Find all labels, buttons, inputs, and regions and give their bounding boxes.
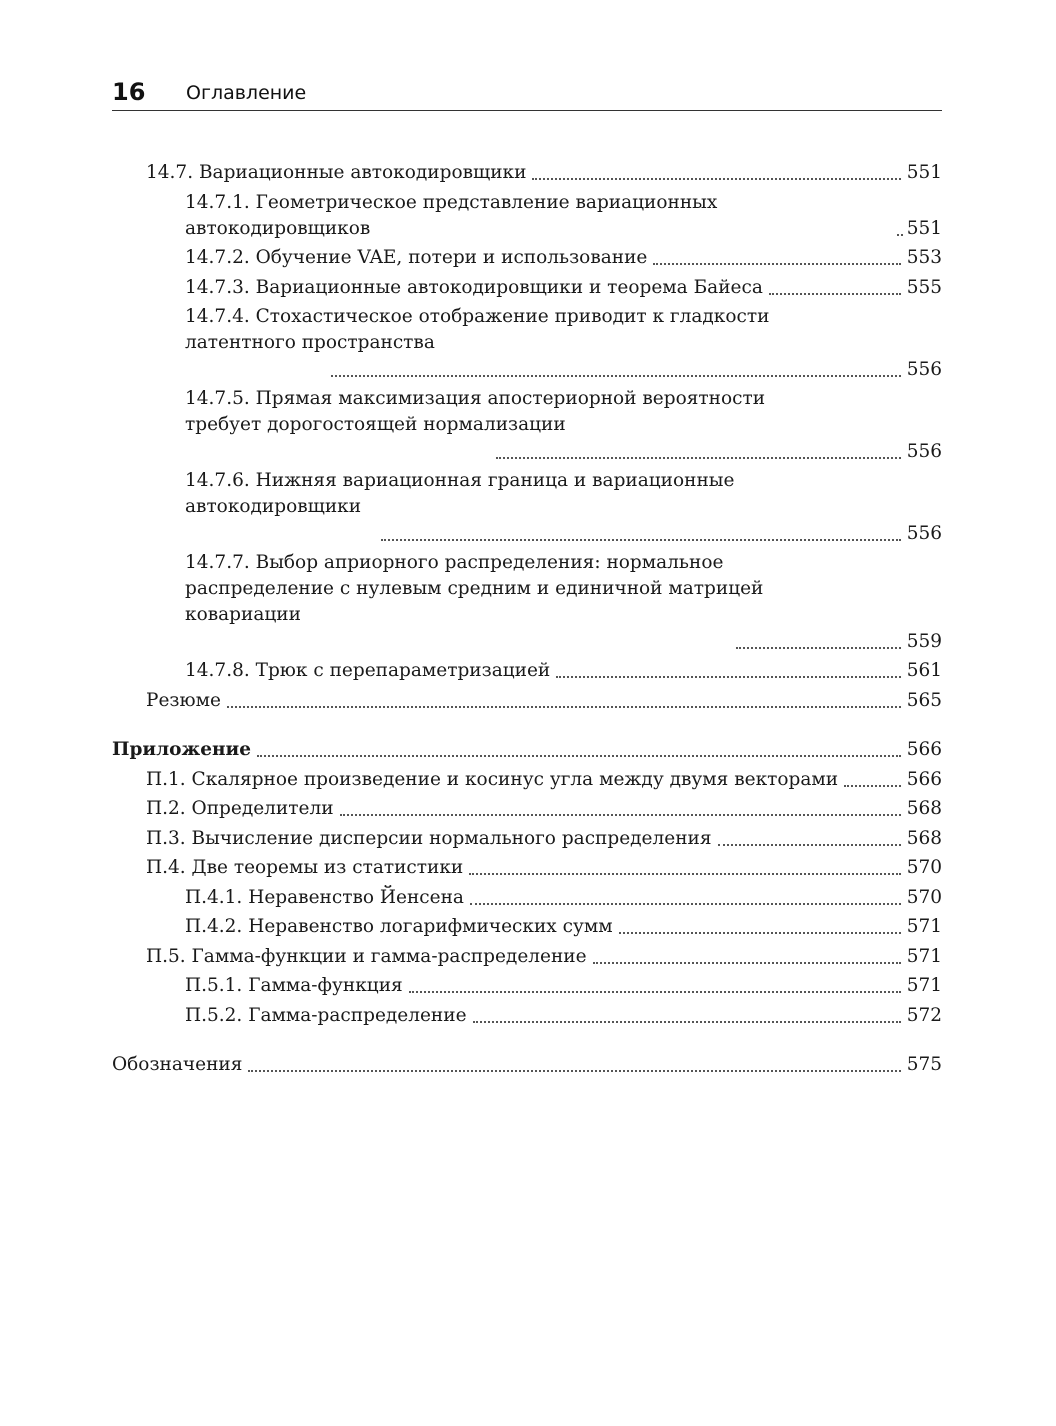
toc-entry[interactable]: П.1. Скалярное произведение и косинус угла между двумя векторами 566 xyxy=(146,768,942,790)
toc-entry-continued[interactable]: 556 xyxy=(112,521,942,547)
page-number: 16 xyxy=(112,78,146,106)
toc-entry[interactable]: 14.7.6. Нижняя вариационная граница и вариационные автокодировщики xyxy=(185,470,735,517)
toc-entry-continued[interactable]: 559 xyxy=(112,629,942,655)
toc-entry[interactable]: Резюме 565 xyxy=(146,689,942,711)
toc-entry[interactable]: Обозначения 575 xyxy=(112,1054,942,1075)
toc-entry[interactable]: 14.7.8. Трюк с перепараметризацией 561 xyxy=(185,660,942,681)
toc-entry-continued[interactable]: 556 xyxy=(112,439,942,465)
toc-entry[interactable]: П.4.1. Неравенство Йенсена 570 xyxy=(185,886,942,908)
toc-entry[interactable]: П.3. Вычисление дисперсии нормального распределения 568 xyxy=(146,827,942,849)
toc-entry-continued[interactable]: 556 xyxy=(112,357,942,383)
toc-entry[interactable]: 14.7.1. Геометрическое представление вариационных автокодировщиков 551 xyxy=(185,191,942,239)
running-title: Оглавление xyxy=(186,82,307,104)
toc-entry[interactable]: 14.7. Вариационные автокодировщики 551 xyxy=(146,162,942,183)
toc-entry[interactable]: П.4. Две теоремы из статистики 570 xyxy=(146,857,942,878)
toc-entry[interactable]: П.5. Гамма-функции и гамма-распределение 571 xyxy=(146,945,942,967)
toc-entry[interactable]: П.5.2. Гамма-распределение 572 xyxy=(185,1004,942,1026)
table-of-contents xyxy=(112,160,942,1082)
toc-entry[interactable]: П.2. Определители 568 xyxy=(146,798,942,819)
toc-entry[interactable]: 14.7.7. Выбор априорного распределения: нормальное распределение с нулевым средним и единичной матрицей ковариации xyxy=(185,552,764,625)
page-header xyxy=(112,74,942,111)
toc-entry[interactable]: 14.7.4. Стохастическое отображение приводит к гладкости латентного пространства xyxy=(185,306,770,353)
toc-entry[interactable]: 14.7.3. Вариационные автокодировщики и теорема Байеса 555 xyxy=(185,276,942,298)
toc-entry[interactable]: 14.7.5. Прямая максимизация апостериорной вероятности требует дорогостоящей нормализации xyxy=(185,388,766,435)
toc-entry[interactable]: П.5.1. Гамма-функция 571 xyxy=(185,975,942,996)
toc-entry[interactable]: 14.7.2. Обучение VAE, потери и использование 553 xyxy=(185,247,942,268)
toc-entry[interactable]: Приложение 566 xyxy=(112,739,942,760)
toc-entry[interactable]: П.4.2. Неравенство логарифмических сумм 571 xyxy=(185,916,942,937)
